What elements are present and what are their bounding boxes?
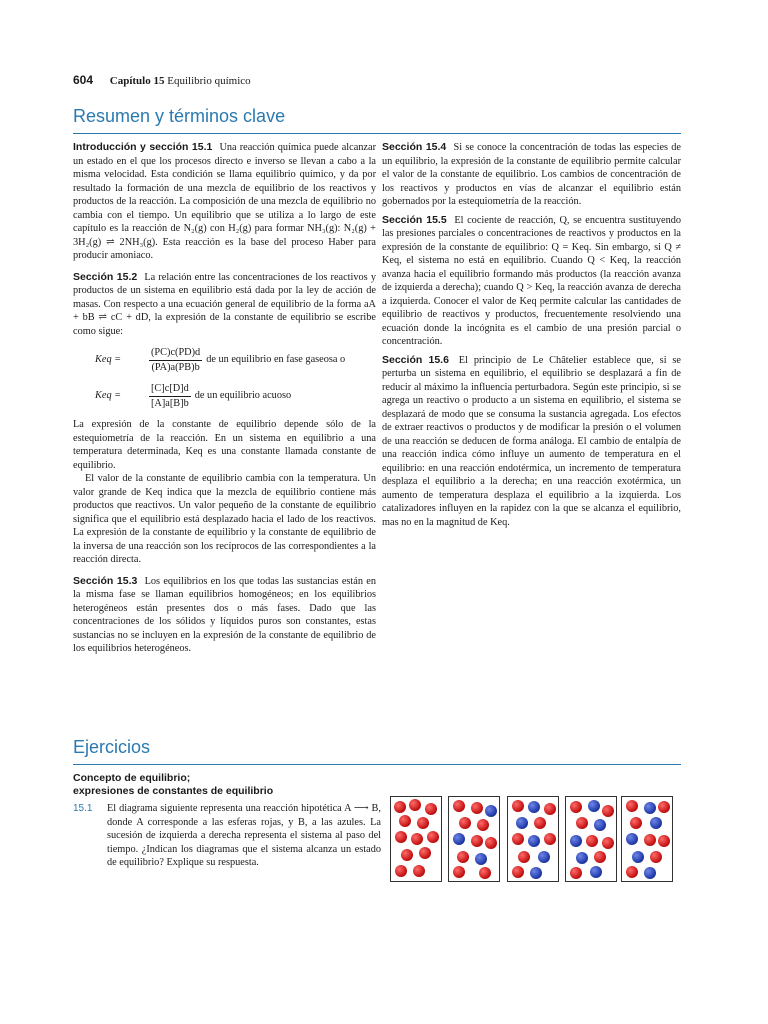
sphere-a [477,819,489,831]
sphere-a [479,867,491,879]
sphere-a [570,801,582,813]
sphere-a [411,833,423,845]
section-15-5-paragraph [382,214,681,349]
sphere-b [632,851,644,863]
sphere-a [658,801,670,813]
sphere-b [588,800,600,812]
sphere-a [417,817,429,829]
diagram-box-4 [565,796,617,882]
sphere-b [644,867,656,879]
sphere-b [475,853,487,865]
sphere-a [485,837,497,849]
sphere-a [457,851,469,863]
sphere-a [644,834,656,846]
sphere-b [576,852,588,864]
sphere-b [644,802,656,814]
diagram-box-3 [507,796,559,882]
formula-aqueous [95,382,376,410]
sphere-a [534,817,546,829]
sphere-a [544,803,556,815]
section-15-6-text: El principio de Le Châtelier establece que, si se perturba un sistema en equilibrio, el equilibrio se desplazará a fin de reducir al máximo la influencia perturbadora. Según este principio, si se agrega un reactivo o producto a un sistema en equilibrio, el sistema se desplazará de modo que se consuma la sustancia agregada. Los efectos de extraer reactivos o productos y de modificar la presión o el volumen de una reacción se deducen de forma análoga. El cambio de entalpía de una reacción indica cómo influye un aumento de temperatura en el equilibrio: en una reacción endotérmica, un incremento de temperatura desplaza el equilibrio a la derecha; en una reacción exotérmica, un aumento de temperatura desplaza el equilibrio a la izquierda. Los catalizadores influyen en la rapidez con la que se alcanza el equilibrio, mas no en la magnitud de Keq. [382,354,681,528]
sphere-a [544,833,556,845]
sphere-a [419,847,431,859]
formula-gas-description: de un equilibrio en fase gaseosa o [206,354,346,366]
sphere-a [395,865,407,877]
sphere-a [626,866,638,878]
formula-gas-numerator: (PC)c(PD)d [149,346,202,361]
formula-aq-numerator: [C]c[D]d [149,382,191,397]
sphere-a [409,799,421,811]
sphere-a [626,800,638,812]
sphere-a [471,835,483,847]
subheading-line-1: Concepto de equilibrio; [73,772,191,784]
formula-aq-denominator: [A]a[B]b [151,397,189,409]
summary-rule [73,133,681,134]
intro-paragraph [73,141,376,263]
sphere-b [528,801,540,813]
subheading-line-2: expresiones de constantes de equilibrio [73,785,274,797]
sphere-a [453,866,465,878]
sphere-b [516,817,528,829]
sphere-a [512,866,524,878]
sphere-a [425,803,437,815]
diagram-box-2 [448,796,500,882]
sphere-a [401,849,413,861]
page-header [73,73,251,87]
sphere-a [471,802,483,814]
sphere-a [518,851,530,863]
section-15-5-label: Sección 15.5 [382,213,447,226]
section-15-3-paragraph [73,575,376,656]
sphere-a [512,800,524,812]
exercise-15-1 [73,802,381,870]
sphere-a [427,831,439,843]
sphere-a [413,865,425,877]
section-15-3-text: Los equilibrios en los que todas las sustancias están en la misma fase se llaman equilibrios homogéneos; en los equilibrios heterogéneos están presentes dos o más fases. Dado que las concentraciones de los sólidos y líquidos puros son constantes, estas sustancias no se incluyen en la expresión de la constante de equilibrio de los equilibrios heterogéneos. [73,575,376,654]
section-15-2-text: La relación entre las concentraciones de los reactivos y productos de un sistema en equilibrio está dada por la ley de acción de masas. Con respecto a una ecuación general de equilibrio de la forma aA + bB ⇌ cC + dD, la expresión de la constante de equilibrio se escribe como sigue: [73,271,376,337]
sphere-a [658,835,670,847]
exercises-heading: Ejercicios [73,737,151,757]
exercises-rule [73,764,681,765]
sphere-a [630,817,642,829]
summary-right-column [382,141,681,529]
section-15-4-paragraph [382,141,681,209]
formula-gas-denominator: (PA)a(PB)b [151,361,200,373]
section-15-6-paragraph [382,354,681,530]
exercise-text: El diagrama siguiente representa una reacción hipotética A ⟶ B, donde A corresponde a las esferas rojas, y B, a las azules. La sucesión de izquierda a derecha representa el sistema al paso del tiempo. ¿Indican los diagramas que el sistema alcanza un estado de equilibrio? Explique su respuesta. [107,803,381,868]
chapter-label: Capítulo 15 [109,75,165,87]
section-15-2-paragraph [73,271,376,339]
section-15-4-text: Si se conoce la concentración de todas las especies de un equilibrio, la expresión de la constante de equilibrio permite calcular el valor de la constante de equilibrio. Los cambios de concentración de los reactivos y productos en vías de alcanzar el equilibrio están gobernados por la estequiometría de la reacción. [382,142,681,207]
section-15-5-text: El cociente de reacción, Q, se encuentra sustituyendo las presiones parciales o concentraciones de reactivos y productos en la expresión de la constante de equilibrio: Q = Keq. Sin embargo, si Q ≠ Keq, el sistema no está en equilibrio. Cuando Q < Keq, la reacción avanza hacia el equilibrio formando más productos (la reacción avanza de izquierda a derecha); cuando Q > Keq, la reacción avanza de derecha a izquierda. Conocer el valor de Keq permite calcular las cantidades de equilibrio de reactivos y productos, frecuentemente resolviendo una ecuación donde la incógnita es el cambio de una presión parcial o concentración. [382,214,682,347]
section-15-2-after: La expresión de la constante de equilibrio depende sólo de la estequiometría de la reacción. En un sistema en equilibrio a una temperatura determinada, Keq es una constante llamada constante de equilibrio. [73,419,376,471]
chapter-title: Equilibrio químico [167,75,251,87]
section-15-3-label: Sección 15.3 [73,574,138,587]
sphere-b [594,819,606,831]
sphere-a [650,851,662,863]
section-15-2-label: Sección 15.2 [73,270,138,283]
sphere-b [530,867,542,879]
diagram-box-1 [390,796,442,882]
sphere-a [570,867,582,879]
sphere-b [626,833,638,845]
section-15-2-after-2: El valor de la constante de equilibrio cambia con la temperatura. Un valor grande de Keq indica que la mezcla de equilibrio contiene más productos que reactivos. Un valor pequeño de la constante de equilibrio significa que el equilibrio está desplazado hacia el lado de los reactivos. La expresión de la constante de equilibrio y la constante de equilibrio de la inversa de una reacción son los recíprocos de las correspondientes a la reacción directa. [73,473,376,565]
sphere-a [459,817,471,829]
sphere-a [394,801,406,813]
section-15-4-label: Sección 15.4 [382,141,447,153]
sphere-a [594,851,606,863]
sphere-b [485,805,497,817]
section-15-6-label: Sección 15.6 [382,353,449,366]
exercise-number: 15.1 [73,803,93,814]
summary-left-column [73,141,376,656]
sphere-b [570,835,582,847]
formula-gas-phase [95,346,376,374]
sphere-a [512,833,524,845]
sphere-b [538,851,550,863]
formula-aq-description: de un equilibrio acuoso [194,390,292,402]
summary-heading: Resumen y términos clave [73,106,286,126]
sphere-a [602,805,614,817]
sphere-b [590,866,602,878]
formula-aq-fraction [149,382,191,410]
formula-gas-fraction [149,346,202,374]
formula-aq-lhs: Keq = [95,390,122,402]
intro-text: Una reacción química puede alcanzar un estado en el que los procesos directo e inverso se llevan a cabo a la misma velocidad. Esta condición se llama equilibrio químico, y da por resultado la formación de una mezcla de equilibrio de los reactivos y productos de la reacción. La composición de una mezcla de equilibrio no cambia con el tiempo. Un equilibrio que se utiliza a lo largo de este capítulo es la reacción de N₂(g) con H₂(g) para formar NH₃(g): N₂(g) + 3H₂(g) ⇌ 2NH₃(g). Esta reacción es la base del proceso Haber para producir amoniaco. [73,142,376,261]
sphere-b [453,833,465,845]
sphere-a [453,800,465,812]
formula-gas-lhs: Keq = [95,354,122,366]
page-number: 604 [73,73,94,87]
sphere-a [586,835,598,847]
sphere-a [576,817,588,829]
sphere-a [395,831,407,843]
sphere-b [528,835,540,847]
sphere-a [602,837,614,849]
diagram-box-5 [621,796,673,882]
sphere-a [399,815,411,827]
exercises-subheading [73,772,273,798]
sphere-b [650,817,662,829]
intro-section-label: Introducción y sección 15.1 [73,141,213,153]
